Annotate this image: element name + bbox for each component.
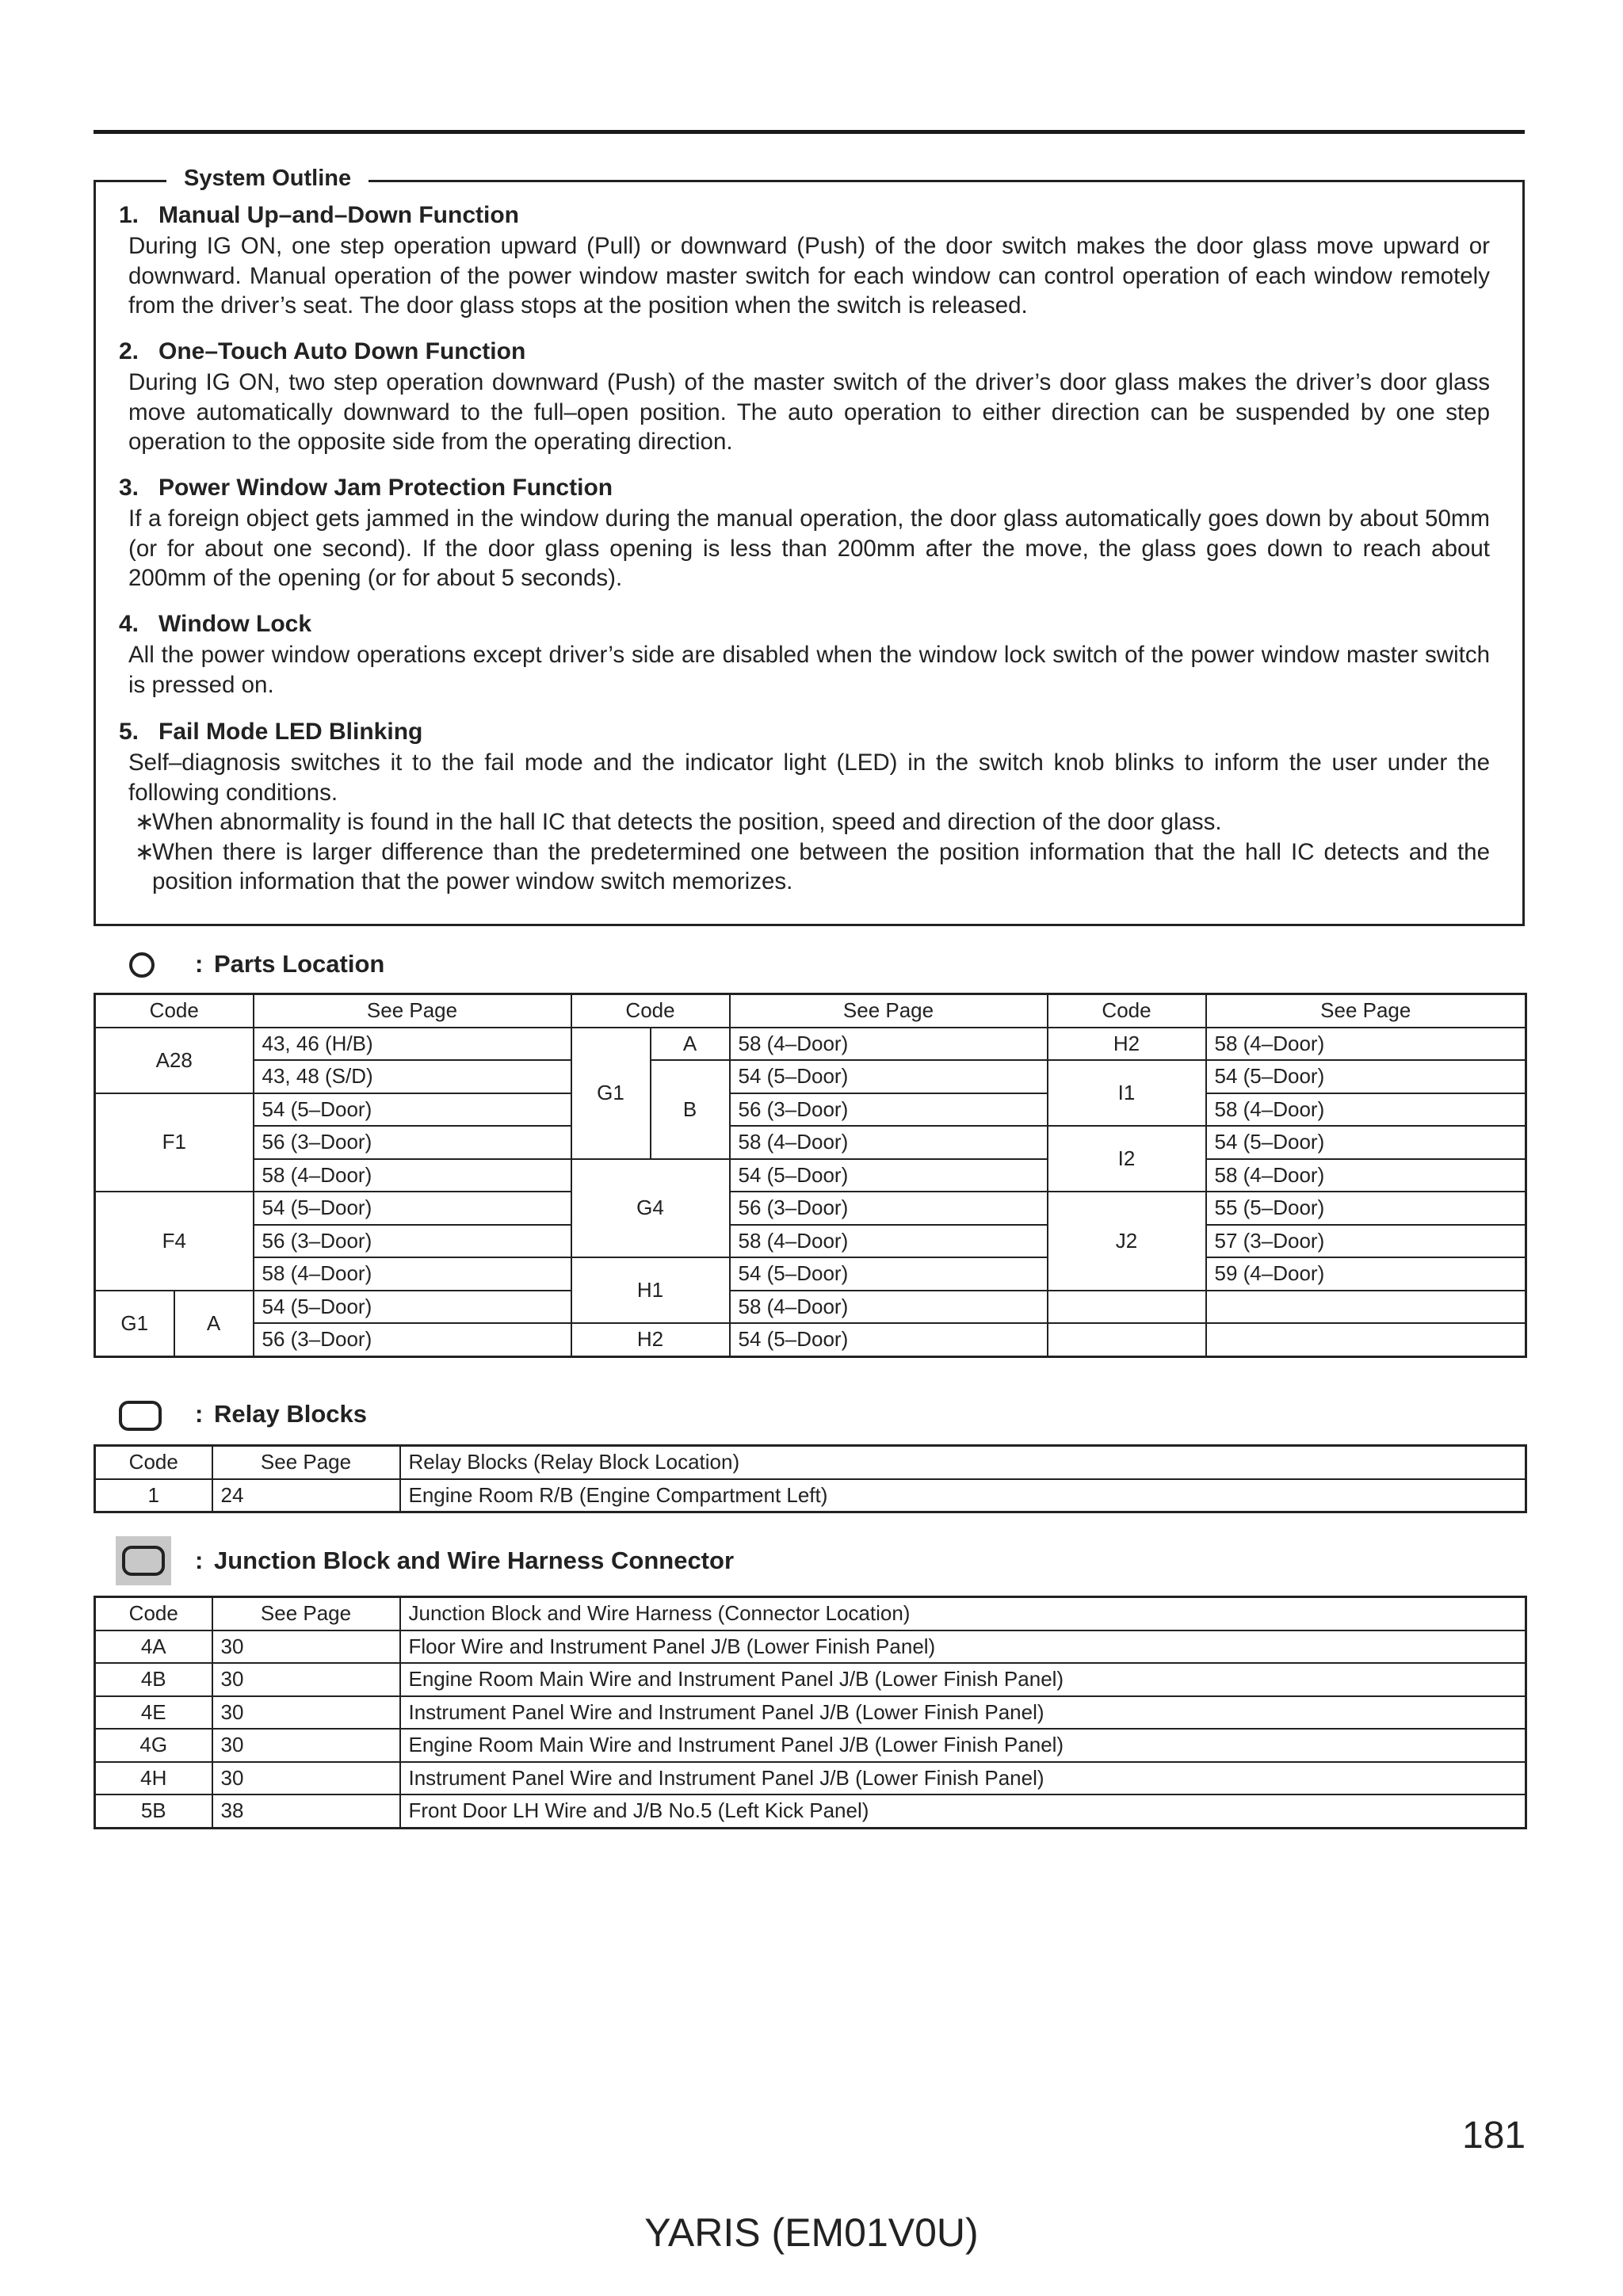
document-footer: YARIS (EM01V0U) <box>644 2210 979 2255</box>
parts-location-symbol-icon <box>129 952 155 978</box>
table-row: 56 (3–Door) H2 54 (5–Door) <box>95 1323 1526 1356</box>
section-body: All the power window operations except driver’s side are disabled when the window lock switch of the power window master switch is pressed on. <box>128 642 1490 698</box>
table-row: 56 (3–Door) 58 (4–Door) 57 (3–Door) <box>95 1225 1526 1258</box>
table-row: 58 (4–Door) H1 54 (5–Door) 59 (4–Door) <box>95 1257 1526 1291</box>
section-title: Window Lock <box>158 611 312 637</box>
section-title: One–Touch Auto Down Function <box>158 338 526 364</box>
table-row: 58 (4–Door) G4 54 (5–Door) 58 (4–Door) <box>95 1159 1526 1192</box>
header-rule <box>94 130 1525 134</box>
junction-block-legend: : Junction Block and Wire Harness Connector <box>195 1547 735 1574</box>
table-row: 43, 48 (S/D) B 54 (5–Door) I1 54 (5–Door) <box>95 1060 1526 1093</box>
section-one-touch-auto-down <box>119 336 1490 457</box>
section-number: 4. <box>119 611 139 637</box>
table-header-row: Code See Page Junction Block and Wire Harness (Connector Location) <box>95 1597 1526 1630</box>
junction-block-table <box>94 1596 1527 1829</box>
section-body: If a foreign object gets jammed in the window during the manual operation, the door glass automatically goes down by about 50mm (or for about one second). If the door glass opening is less than 200mm after the move, the glass goes down to reach about 200mm of the opening (or for about 5 seconds). <box>128 505 1490 591</box>
junction-block-symbol-icon <box>122 1546 165 1576</box>
section-manual-up-down <box>119 200 1490 321</box>
table-row: F4 54 (5–Door) 56 (3–Door) J2 55 (5–Door) <box>95 1192 1526 1225</box>
section-jam-protection <box>119 472 1490 593</box>
section-window-lock <box>119 608 1490 700</box>
table-row: 4E 30 Instrument Panel Wire and Instrument Panel J/B (Lower Finish Panel) <box>95 1696 1526 1730</box>
table-row: 1 24 Engine Room R/B (Engine Compartment Left) <box>95 1479 1526 1512</box>
section-body: During IG ON, one step operation upward (Pull) or downward (Push) of the door switch makes the door glass move upward or downward. Manual operation of the power window master switch for each window can control operation of each window remotely from the driver’s seat. The door glass stops at the position when the switch is released. <box>128 233 1490 318</box>
section-body: Self–diagnosis switches it to the fail mode and the indicator light (LED) in the switch knob blinks to inform the user under the following conditions. <box>128 749 1490 806</box>
section-title: Fail Mode LED Blinking <box>158 719 423 745</box>
table-row: A28 43, 46 (H/B) G1 A 58 (4–Door) H2 58 (4–Door) <box>95 1028 1526 1061</box>
table-row: 5B 38 Front Door LH Wire and J/B No.5 (Left Kick Panel) <box>95 1794 1526 1828</box>
relay-blocks-legend: : Relay Blocks <box>195 1400 367 1428</box>
table-row: G1 A 54 (5–Door) 58 (4–Door) <box>95 1291 1526 1324</box>
section-title: Power Window Jam Protection Function <box>158 475 613 501</box>
section-number: 2. <box>119 338 139 364</box>
table-row: 4G 30 Engine Room Main Wire and Instrument Panel J/B (Lower Finish Panel) <box>95 1729 1526 1762</box>
relay-blocks-table <box>94 1444 1527 1513</box>
page-number: 181 <box>1462 2115 1526 2157</box>
table-header-row: Code See Page Relay Blocks (Relay Block Location) <box>95 1446 1526 1479</box>
system-outline-title: System Outline <box>166 162 369 194</box>
table-header-row: Code See Page Code See Page Code See Page <box>95 994 1526 1028</box>
table-row: 4B 30 Engine Room Main Wire and Instrument Panel J/B (Lower Finish Panel) <box>95 1663 1526 1696</box>
table-row: 4H 30 Instrument Panel Wire and Instrument Panel J/B (Lower Finish Panel) <box>95 1762 1526 1795</box>
section-number: 3. <box>119 475 139 501</box>
parts-location-table <box>94 993 1527 1358</box>
section-number: 5. <box>119 719 139 745</box>
bullet-mark: ∗ <box>135 809 155 835</box>
condition-bullet: ∗ When abnormality is found in the hall IC that detects the position, speed and direction of the door glass. <box>128 807 1490 837</box>
table-row: F1 54 (5–Door) 56 (3–Door) 58 (4–Door) <box>95 1093 1526 1127</box>
bullet-mark: ∗ <box>135 838 155 865</box>
table-row: 56 (3–Door) 58 (4–Door) I2 54 (5–Door) <box>95 1126 1526 1159</box>
table-row: 4A 30 Floor Wire and Instrument Panel J/B (Lower Finish Panel) <box>95 1630 1526 1664</box>
section-body: During IG ON, two step operation downward (Push) of the master switch of the driver’s door glass makes the driver’s door glass move automatically downward to the full–open position. The auto operation to either direction can be suspended by one step operation to the opposite side from the operating direction. <box>128 369 1490 455</box>
section-number: 1. <box>119 202 139 228</box>
parts-location-legend: : Parts Location <box>195 950 385 978</box>
condition-bullet: ∗ When there is larger difference than the predetermined one between the position information that the hall IC detects and the position information that the power window switch memorizes. <box>135 838 1490 894</box>
relay-block-symbol-icon <box>119 1401 162 1431</box>
section-title: Manual Up–and–Down Function <box>158 202 519 228</box>
section-fail-mode-led <box>119 716 1490 897</box>
